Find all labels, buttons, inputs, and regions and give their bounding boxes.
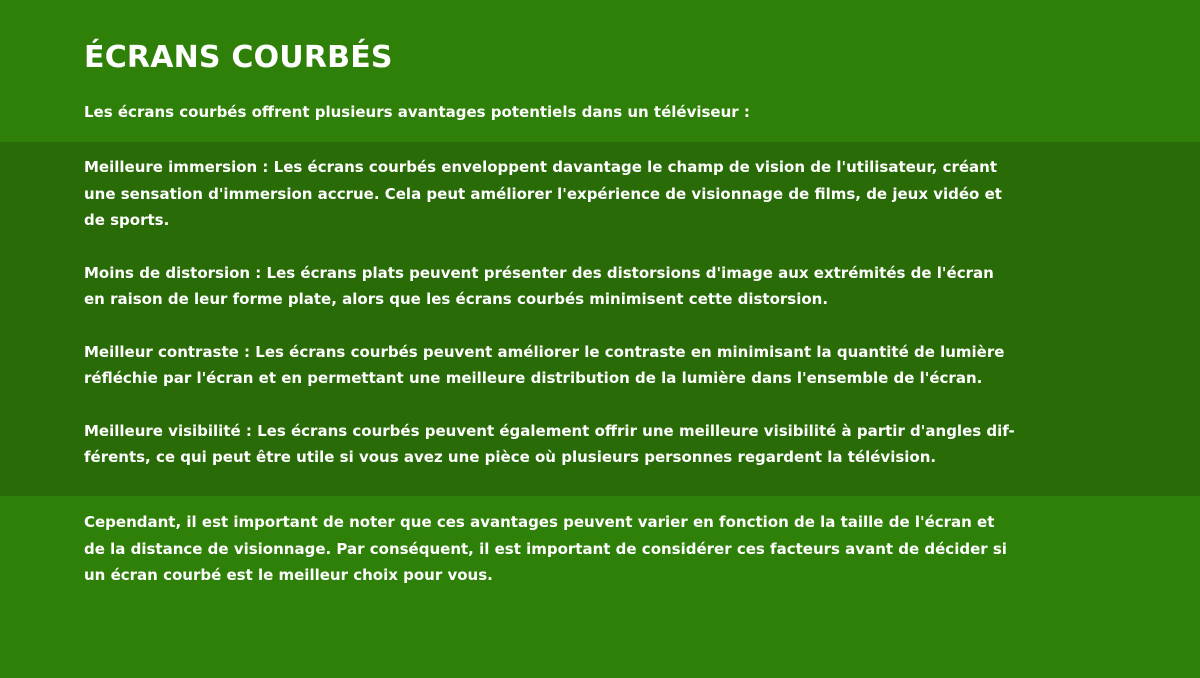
text-line: de la distance de visionnage. Par conséquent, il est important de considérer ces facteurs avant de décider si bbox=[84, 539, 1007, 558]
text-line: une sensation d'immersion accrue. Cela peut améliorer l'expérience de visionnage de films, de jeux vidéo et bbox=[84, 184, 1002, 203]
text-line: Cependant, il est important de noter que ces avantages peuvent varier en fonction de la taille de l'écran et bbox=[84, 513, 995, 531]
text-line: Moins de distorsion : Les écrans plats peuvent présenter des distorsions d'image aux extrémités de l'écran bbox=[84, 263, 994, 282]
text-line: Meilleure immersion : Les écrans courbés enveloppent davantage le champ de vision de l'utilisateur, créant bbox=[84, 158, 998, 176]
slide-conclusion bbox=[84, 509, 1007, 589]
advantages-list bbox=[84, 154, 1015, 497]
slide-title: ÉCRANS COURBÉS bbox=[84, 40, 393, 75]
advantage-immersion bbox=[84, 154, 1002, 234]
advantage-contrast bbox=[84, 339, 1005, 392]
text-line: réfléchie par l'écran et en permettant une meilleure distribution de la lumière dans l'ensemble de l'écran. bbox=[84, 369, 983, 387]
text-line: férents, ce qui peut être utile si vous avez une pièce où plusieurs personnes regardent la télévision. bbox=[84, 448, 937, 466]
text-line: de sports. bbox=[84, 211, 170, 229]
text-line: Meilleur contraste : Les écrans courbés peuvent améliorer le contraste en minimisant la quantité de lumière bbox=[84, 342, 1005, 361]
advantage-visibility bbox=[84, 418, 1015, 471]
slide-intro: Les écrans courbés offrent plusieurs avantages potentiels dans un téléviseur : bbox=[84, 103, 750, 121]
text-line: un écran courbé est le meilleur choix pour vous. bbox=[84, 566, 493, 584]
text-line: Meilleure visibilité : Les écrans courbés peuvent également offrir une meilleure visibilité à partir d'angles dif- bbox=[84, 421, 1015, 440]
advantage-distortion bbox=[84, 260, 994, 313]
text-line: en raison de leur forme plate, alors que les écrans courbés minimisent cette distorsion. bbox=[84, 290, 829, 308]
